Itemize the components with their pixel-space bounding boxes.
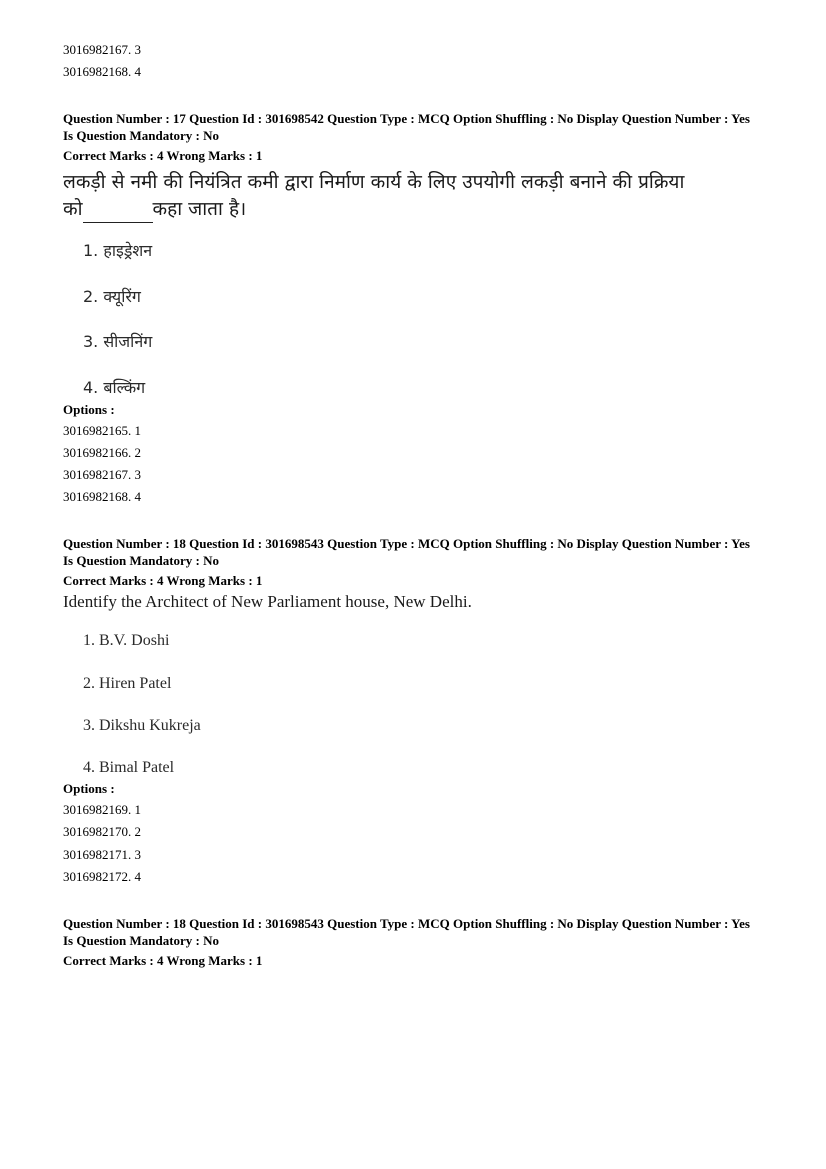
- option-id-line: 3016982166. 2: [63, 445, 141, 460]
- question-18-choice-2: 2. Hiren Patel: [83, 675, 172, 692]
- option-id-line: 3016982172. 4: [63, 869, 141, 884]
- option-id-line: 3016982167. 3: [63, 42, 141, 57]
- option-id-line: 3016982171. 3: [63, 847, 141, 862]
- option-id-line: 3016982168. 4: [63, 489, 141, 504]
- question-18-choice-3: 3. Dikshu Kukreja: [83, 717, 201, 734]
- question-18-choice-4: 4. Bimal Patel: [83, 759, 175, 776]
- question-17-text-line1: लकड़ी से नमी की नियंत्रित कमी द्वारा निर्माण कार्य के लिए उपयोगी लकड़ी बनाने की प्रक्रिया: [63, 171, 685, 193]
- question-17-choice-2: 2. क्यूरिंग: [83, 287, 141, 306]
- question-18-text: Identify the Architect of New Parliament house, New Delhi.: [63, 592, 472, 611]
- question-17-text: [63, 169, 753, 223]
- question-17-text-suffix: कहा जाता है।: [152, 198, 247, 220]
- question-17-choice-1: 1. हाइड्रेशन: [83, 241, 153, 260]
- option-id-line: 3016982165. 1: [63, 423, 141, 438]
- question-17-choice-3: 3. सीजनिंग: [83, 332, 153, 351]
- question-18-choice-1: 1. B.V. Doshi: [83, 632, 170, 649]
- question-17-text-prefix: को: [63, 198, 83, 220]
- question-17-text-line2: [63, 196, 753, 223]
- option-id-line: 3016982168. 4: [63, 64, 141, 79]
- option-id-line: 3016982167. 3: [63, 467, 141, 482]
- option-id-line: 3016982170. 2: [63, 824, 141, 839]
- question-18-repeat-meta: Question Number : 18 Question Id : 301698543 Question Type : MCQ Option Shuffling : No Display Question Number : Yes Is Question Mandatory : No: [63, 916, 750, 948]
- question-18-marks: Correct Marks : 4 Wrong Marks : 1: [63, 573, 263, 588]
- question-17-marks: Correct Marks : 4 Wrong Marks : 1: [63, 148, 263, 163]
- fill-blank: [83, 204, 153, 223]
- question-18-repeat-marks: Correct Marks : 4 Wrong Marks : 1: [63, 953, 263, 968]
- question-18-options-label: Options :: [63, 781, 115, 796]
- question-17-meta: Question Number : 17 Question Id : 301698542 Question Type : MCQ Option Shuffling : No Display Question Number : Yes Is Question Mandatory : No: [63, 111, 750, 143]
- question-18-meta: Question Number : 18 Question Id : 301698543 Question Type : MCQ Option Shuffling : No Display Question Number : Yes Is Question Mandatory : No: [63, 536, 750, 568]
- question-17-options-label: Options :: [63, 402, 115, 417]
- question-17-choice-4: 4. बल्किंग: [83, 378, 146, 397]
- option-id-line: 3016982169. 1: [63, 802, 141, 817]
